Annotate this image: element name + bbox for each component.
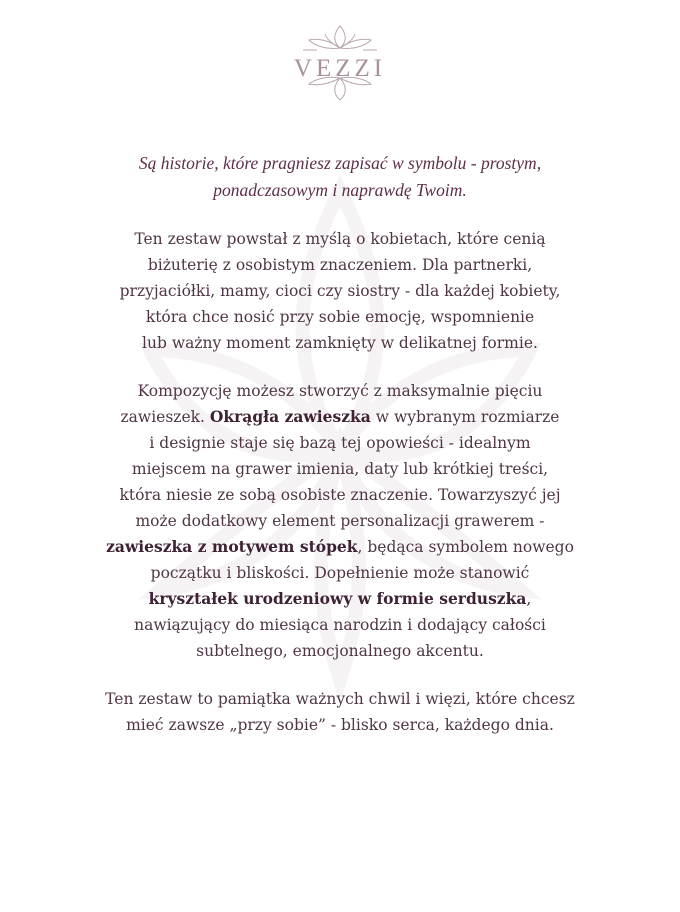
text-line: początku i bliskości. Dopełnienie może stanowić	[150, 564, 530, 582]
paragraph-1	[60, 226, 620, 356]
text-line: nawiązujący do miesiąca narodzin i dodający całości	[134, 616, 546, 634]
text-line: Ten zestaw to pamiątka ważnych chwil i więzi, które chcesz	[105, 690, 575, 708]
text-line: która niesie ze sobą osobiste znaczenie. Towarzyszyć jej	[119, 486, 561, 504]
intro-line: ponadczasowym i naprawdę Twoim.	[213, 180, 467, 200]
text-line	[60, 534, 620, 560]
text-line: subtelnego, emocjonalnego akcentu.	[196, 642, 484, 660]
text-fragment: w wybranym rozmiarze	[370, 408, 560, 426]
text-line: przyjaciółki, mamy, cioci czy siostry - dla każdej kobiety,	[119, 282, 561, 300]
text-line	[60, 586, 620, 612]
intro-text	[60, 150, 620, 204]
brand-logo	[0, 22, 680, 112]
text-line: mieć zawsze „przy sobie” - blisko serca, każdego dnia.	[126, 716, 554, 734]
paragraph-3	[60, 686, 620, 738]
highlight-round-charm: Okrągła zawieszka	[209, 407, 371, 426]
text-line: może dodatkowy element personalizacji grawerem -	[135, 512, 545, 530]
paragraph-2	[60, 378, 620, 664]
text-line: która chce nosić przy sobie emocję, wspomnienie	[145, 308, 535, 326]
highlight-feet-charm: zawieszka z motywem stópek	[106, 537, 358, 556]
text-line	[60, 404, 620, 430]
text-fragment: ,	[526, 590, 532, 608]
text-line: Kompozycję możesz stworzyć z maksymalnie pięciu	[137, 382, 543, 400]
text-line: lub ważny moment zamknięty w delikatnej formie.	[142, 334, 538, 352]
description-content	[60, 150, 620, 760]
text-fragment: , będąca symbolem nowego	[357, 538, 574, 556]
logo-text: VEZZI	[293, 55, 387, 82]
text-line: biżuterię z osobistym znaczeniem. Dla partnerki,	[147, 256, 533, 274]
text-fragment: zawieszek.	[120, 408, 210, 426]
text-line: Ten zestaw powstał z myślą o kobietach, które cenią	[134, 230, 546, 248]
text-line: miejscem na grawer imienia, daty lub krótkiej treści,	[131, 460, 549, 478]
text-line: i designie staje się bazą tej opowieści - idealnym	[149, 434, 531, 452]
intro-line: Są historie, które pragniesz zapisać w symbolu - prostym,	[138, 153, 542, 173]
highlight-birthstone-heart: kryształek urodzeniowy w formie serduszka	[148, 589, 527, 608]
